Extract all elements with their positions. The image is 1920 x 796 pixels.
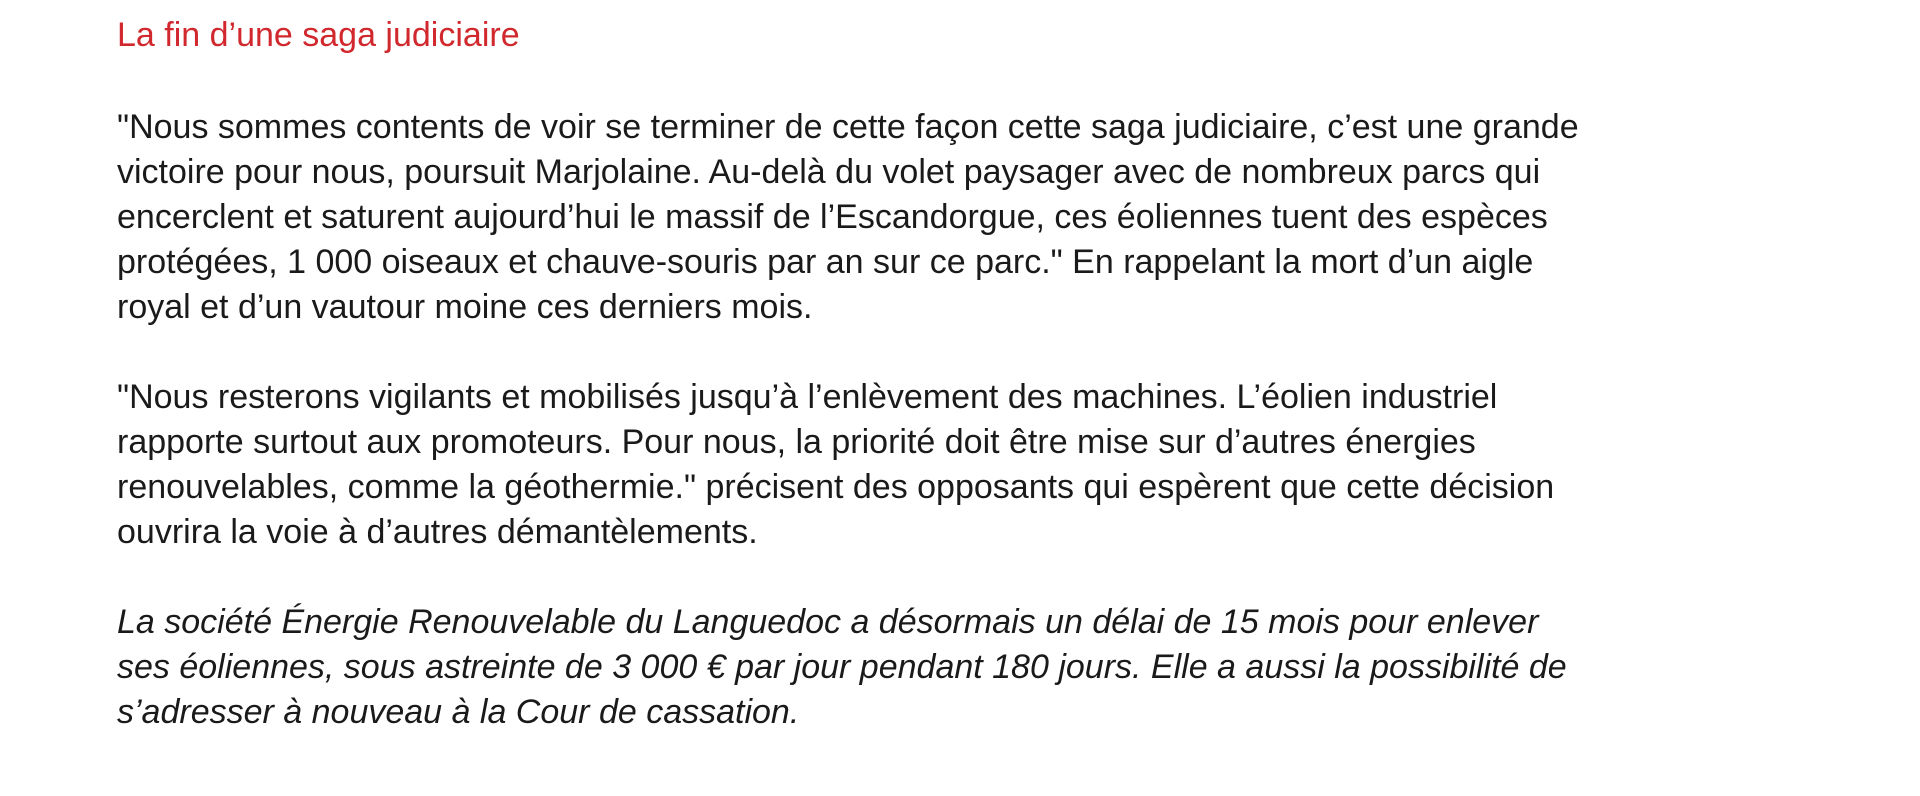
paragraph-quote-marjolaine [117, 105, 1877, 330]
paragraph-decision-note [117, 600, 1877, 735]
section-title: La fin d’une saga judiciaire [117, 16, 520, 54]
text-line: encerclent et saturent aujourd’hui le massif de l’Escandorgue, ces éoliennes tuent des espèces [117, 198, 1548, 236]
text-line: royal et d’un vautour moine ces derniers mois. [117, 288, 813, 326]
text-line: s’adresser à nouveau à la Cour de cassation. [117, 693, 800, 731]
text-line: protégées, 1 000 oiseaux et chauve-souris par an sur ce parc." En rappelant la mort d’un aigle [117, 243, 1534, 281]
text-line: victoire pour nous, poursuit Marjolaine. Au-delà du volet paysager avec de nombreux parcs qui [117, 153, 1541, 191]
text-line: ouvrira la voie à d’autres démantèlements. [117, 513, 758, 551]
text-line: La société Énergie Renouvelable du Languedoc a désormais un délai de 15 mois pour enlever [117, 603, 1539, 641]
text-line: "Nous sommes contents de voir se terminer de cette façon cette saga judiciaire, c’est une grande [117, 108, 1579, 146]
article-body [117, 12, 1877, 735]
text-line: ses éoliennes, sous astreinte de 3 000 € par jour pendant 180 jours. Elle a aussi la possibilité de [117, 648, 1567, 686]
text-line: "Nous resterons vigilants et mobilisés jusqu’à l’enlèvement des machines. L’éolien industriel [117, 378, 1498, 416]
text-line: rapporte surtout aux promoteurs. Pour nous, la priorité doit être mise sur d’autres énergies [117, 423, 1476, 461]
text-line: renouvelables, comme la géothermie." précisent des opposants qui espèrent que cette décision [117, 468, 1555, 506]
paragraph-quote-opposants [117, 375, 1877, 555]
